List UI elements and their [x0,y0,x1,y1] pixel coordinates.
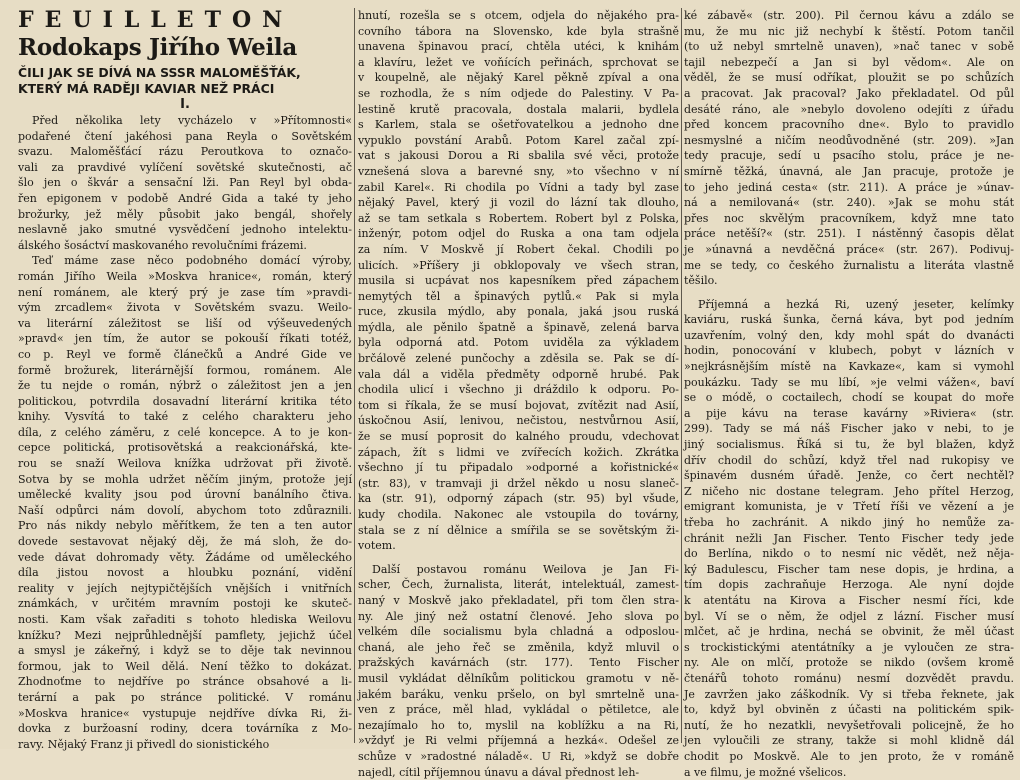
text-line: schůze v »radostné náladě«. U Ri, »když se dobře [358,749,679,765]
text-line: chodit po Moskvě. Ale to jen proto, že v románě [684,749,1014,765]
text-line: Je zavržen jako záškodník. Vy si třeba řeknete, jak [684,687,1014,703]
text-line: »vždyť je Ri velmi příjemná a hezká«. Odešel ze [358,733,679,749]
text-line: díla jistou novost a hloubku poznání, vidění [18,565,352,581]
text-line: s Karlem, stala se ošetřovatelkou a jednoho dne [358,117,679,133]
text-line: šlo jen o škvár a sensační lži. Pan Reyl byl obda- [18,175,352,191]
text-line: známkách, v určitém mravním postoji ke skuteč- [18,596,352,612]
text-line: vat s jakousi Dorou a Ri sbalila své věci, protože [358,148,679,164]
text-line: věděl, že se musí odříkat, ploužit se po schůzích [684,70,1014,86]
text-line: unavena špinavou prací, chtěla utéci, k knihám [358,39,679,55]
text-line: čtenářů tohoto románu) nesmí dozvědět pravdu. [684,671,1014,687]
text-line: musil vykládat dělníkům politickou gramotu v ně- [358,671,679,687]
text-line: terární a pak po stránce politické. V románu [18,690,352,706]
text-line: tím dopis zachraňuje Herzoga. Ale nyní dojde [684,577,1014,593]
text-line: hnutí, rozešla se s otcem, odjela do nějakého pra- [358,8,679,24]
text-line: formě brožurek, literárnější formou, románem. Ale [18,363,352,379]
text-line: jiný socialismus. Říká si tu, že byl blažen, když [684,437,1014,453]
text-line: třeba ho zachránit. A nikdo jiný ho nemůže za- [684,515,1014,531]
paragraph-gap [358,554,679,562]
column-1 [18,8,352,749]
text-line: inženýr, potom odjel do Ruska a ona tam odjela [358,226,679,242]
section-number: I. [18,97,352,112]
text-line: k atentátu na Kirova a Fischer nesmí říci, kde [684,593,1014,609]
text-line: že se musí poprosit do kalného proudu, vdechovat [358,429,679,445]
text-line: hodin, ponocování v klubech, pobyt v lázních v [684,343,1014,359]
text-line: »nejkrásnějším místě na Kavkaze«, kam si vymohl [684,359,1014,375]
text-line: covního tábora na Slovensko, kde byla strašně [358,24,679,40]
text-line: Naší odpůrci nám dovolí, abychom toto zdůraznili. [18,503,352,519]
deck-line: KTERÝ MÁ RADĚJI KAVIAR NEŽ PRÁCI [18,81,352,97]
text-line: je »únavná a nevděčná práce« (str. 267). Podivuj- [684,242,1014,258]
text-line: votem. [358,538,679,554]
text-line: a pracovat. Jak pracoval? Jako překladatel. Od půl [684,86,1014,102]
text-line: dovka z buržoasní rodiny, dcera továrníka z Mo- [18,721,352,737]
text-line: Z ničeho nic dostane telegram. Jeho přítel Herzog, [684,484,1014,500]
text-line: to, když byl obviněn z účasti na politickém spik- [684,702,1014,718]
text-line: jen vyloučili ze strany, takže si mohl klidně dál [684,733,1014,749]
text-line: práce netěší?« (str. 251). I nástěnný časopis dělat [684,226,1014,242]
text-line: tom si říkala, že se musí bojovat, zvítězit nad Asií, [358,398,679,414]
text-line: 299). Tady se má náš Fischer jako v nebi, to je [684,421,1014,437]
text-line: nemytých těl a špinavých pytlů.« Pak si myla [358,289,679,305]
text-line: dovede sestavovat nějaký děj, že má sloh, že do- [18,534,352,550]
text-line: stala se z ní dělnice a smířila se se sovětským ži- [358,523,679,539]
text-line: scher, Čech, žurnalista, literát, intelektuál, zamest- [358,577,679,593]
column-rule-right [681,8,682,743]
text-line: zabil Karel«. Ri chodila po Vídni a tady byl zase [358,180,679,196]
text-line: tajil nebezpečí a Jan si byl vědom«. Ale on [684,55,1014,71]
text-line: úskočnou Asií, lenivou, nečistou, nestvůrnou Asií, [358,413,679,429]
text-line: umělecké kvality jsou pod úrovní banálního čtiva. [18,487,352,503]
text-line: reality v jejích nejtypičtějších vnějších i vnitřních [18,581,352,597]
text-line: lestině krutě pracovala, dostala malarii, bydlela [358,102,679,118]
text-line: smírně těžká, únavná, ale Jan pracuje, protože je [684,164,1014,180]
text-line: vede dávat dohromady věty. Žádáme od uměleckého [18,550,352,566]
text-line: ka (str. 91), odporný zápach (str. 95) byl všude, [358,491,679,507]
text-line: podařené čtení jakéhosi pana Reyla o Sovětském [18,129,352,145]
text-line: vypuklo povstání Arabů. Potom Karel začal zpí- [358,133,679,149]
text-line: ké zábavě« (str. 200). Pil černou kávu a zdálo se [684,8,1014,24]
text-line: nesmyslné a ničím neodůvodněné (str. 209). »Jan [684,133,1014,149]
text-line: ven z práce, měl hlad, vykládal o pětiletce, ale [358,702,679,718]
text-line: knížku? Mezi nejprůhlednější pamflety, jejichž účel [18,628,352,644]
deck-line: ČILI JAK SE DÍVÁ NA SSSR MALOMĚŠŤÁK, [18,65,352,81]
section-kicker: FEUILLETON [18,8,352,32]
text-line: formou, jak to Weil dělá. Není těžko to dokázat. [18,659,352,675]
text-line: se o módě, o coctailech, chodí se koupat do moře [684,390,1014,406]
text-line: va literární záležitost se liší od výšeuvedených [18,316,352,332]
text-line: »Moskva hranice« vystupuje nejdříve dívka Ri, ži- [18,706,352,722]
text-line: cepce politická, protisovětská a reakcionářská, kte- [18,440,352,456]
article-deck [18,65,352,97]
text-line: se rozhodla, že s ním odjede do Palestiny. V Pa- [358,86,679,102]
text-line: to jeho jediná cesta« (str. 211). A práce je »únav- [684,180,1014,196]
text-line: není románem, ale který prý je zase tím »pravdi- [18,285,352,301]
text-line: chaná, ale jeho řeč se změnila, když mluvil o [358,640,679,656]
text-line: přes noc skvělým pracovníkem, když mne tato [684,211,1014,227]
text-line: tedy pracuje, sedí u psacího stolu, práce je ne- [684,148,1014,164]
column-2 [358,8,679,749]
paragraph [358,8,679,554]
text-line: před koncem pracovního dne«. Bylo to pravidlo [684,117,1014,133]
text-line: zápach, žít s lidmi ve zvířecích kožich. Zkrátka [358,445,679,461]
text-line: s trockistickými atentátníky a je vyloučen ze stra- [684,640,1014,656]
text-line: ký Badulescu, Fischer tam nese dopis, je hrdina, a [684,562,1014,578]
text-line: až se tam setkala s Robertem. Robert byl z Polska, [358,211,679,227]
text-line: rou se snaží Weilova knížka udržovat při životě. [18,456,352,472]
text-line: brožurky, jež měly působit jako bengál, shořely [18,207,352,223]
text-line: román Jiřího Weila »Moskva hranice«, román, který [18,269,352,285]
text-line: a klavíru, ležet ve voňících peřinách, sprchovat se [358,55,679,71]
text-line: svazu. Maloměšťácí rázu Peroutkova to označo- [18,144,352,160]
text-line: (str. 83), v tramvaji ji držel někdo u nosu slaneč- [358,476,679,492]
text-line: Příjemná a hezká Ri, uzený jeseter, kelímky [684,297,1014,313]
text-line: vznešená slova a barevné sny, »to všechno v ní [358,164,679,180]
text-line: ná a nemilovaná« (str. 240). »Jak se mohu stát [684,195,1014,211]
text-line: mu, že mu nic již nechybí k štěstí. Potom tančil [684,24,1014,40]
text-line: kudy chodila. Nakonec ale vstoupila do továrny, [358,507,679,523]
text-line: jakém baráku, venku pršelo, on byl smrtelně una- [358,687,679,703]
text-line: me se tedy, co českého žurnalistu a literáta vlastně [684,258,1014,274]
text-line: (to už nebyl smrtelně unaven), »nač tanec v sobě [684,39,1014,55]
text-line: Před několika lety vycházelo v »Přítomnosti« [18,113,352,129]
text-line: ny. Ale jiný než ostatní členové. Jeho slova po [358,609,679,625]
text-line: všechno jí tu připadalo »odporné a kořistnické« [358,460,679,476]
text-line: nosti. Kam však zařaditi s tohoto hlediska Weilovu [18,612,352,628]
text-line: díla, z celého záměru, z celé koncepce. A to je kon- [18,425,352,441]
text-line: vým zrcadlem« života v Sovětském svazu. Weilo- [18,300,352,316]
text-line: řen epigonem v podobě André Gida a také ty jeho [18,191,352,207]
paragraph [684,297,1014,780]
text-line: mýdla, ale pěnilo špatně a špinavě, zelená barva [358,320,679,336]
text-line: nějaký Pavel, který ji vozil do lázní tak dlouho, [358,195,679,211]
text-line: nezajímalo ho to, myslil na koblížku a na Ri, [358,718,679,734]
paragraph [684,8,1014,289]
text-line: a smysl je zákeřný, i když se to děje tak nevinnou [18,643,352,659]
text-line: brčálově zelené punčochy a zděsila se. Pak se dí- [358,351,679,367]
text-line: Teď máme zase něco podobného domácí výroby, [18,253,352,269]
text-line: chodila ulicí i všechno ji dráždilo k odporu. Po- [358,382,679,398]
paragraph [18,113,352,253]
text-line: Další postavou románu Weilova je Jan Fi- [358,562,679,578]
paragraph [18,253,352,752]
text-line: vala dál a viděla předměty odporně hrubé. Pak [358,367,679,383]
text-line: politickou, potvrdila dosavadní literární kritika této [18,394,352,410]
text-line: chránit nežli Jan Fischer. Tento Fischer tedy jede [684,531,1014,547]
text-line: pražských kavárnách (str. 177). Tento Fischer [358,655,679,671]
text-line: knihy. Vysvítá to také z celého charakteru jeho [18,409,352,425]
text-line: emigrant komunista, je v Třetí říši ve vězení a je [684,499,1014,515]
text-line: poukázku. Tady se mu líbí, »je velmi vážen«, baví [684,375,1014,391]
text-line: vali za pravdivé vylíčení sovětské skutečnosti, ač [18,160,352,176]
text-line: kaviáru, ruská šunka, černá káva, byt pod jedním [684,312,1014,328]
column-rule-left [354,8,355,743]
text-line: nutí, že ho nezatkli, nevyšetřovali policejně, že ho [684,718,1014,734]
text-line: byl. Ví se o něm, že odjel z lázní. Fischer musí [684,609,1014,625]
text-line: neslavně jako smutné vysvědčení jednoho intelektu- [18,222,352,238]
text-line: ulicích. »Příšery ji obklopovaly ve všech stran, [358,258,679,274]
paragraph-gap [684,289,1014,297]
text-line: »pravd« jen tím, že autor se pokouší říkati totéž, [18,331,352,347]
text-line: za ním. V Moskvě jí Robert čekal. Chodili po [358,242,679,258]
text-line: velkém díle socialismu byla chladná a odposlou- [358,624,679,640]
text-line: álského šosáctví maskovaného revolučními frázemi. [18,238,352,254]
column-3 [684,8,1014,749]
text-line: byla odporná atd. Potom uviděla za výkladem [358,335,679,351]
text-line: v koupelně, ale nějaký Karel pěkně zpíval a ona [358,70,679,86]
text-line: a ve filmu, je možné všelicos. [684,765,1014,780]
text-line: špinavém dusném úřadě. Jenže, co čert nechtěl? [684,468,1014,484]
text-line: ravy. Nějaký Franz ji přivedl do sionistického [18,737,352,753]
paragraph [358,562,679,780]
text-line: a pije kávu na terase kavárny »Riviera« (str. [684,406,1014,422]
text-line: desáté ráno, ale »nebylo dovoleno odejíti z úřadu [684,102,1014,118]
text-line: mlčet, ač je hrdina, nechá se obvinit, že měl účast [684,624,1014,640]
text-line: najedl, cítil příjemnou únavu a dával přednost leh- [358,765,679,780]
text-line: uzavřením, volný den, kdy mohl spát do dvanácti [684,328,1014,344]
text-line: ny. Ale on mlčí, protože se nikdo (ovšem kromě [684,655,1014,671]
text-line: Zhodnoťme to nejdříve po stránce obsahové a li- [18,674,352,690]
article-headline: Rodokaps Jiřího Weila [18,34,352,61]
text-line: Pro nás nikdy nebylo měřítkem, že ten a ten autor [18,518,352,534]
text-line: naný v Moskvě jako překladatel, při tom člen stra- [358,593,679,609]
text-line: že tu nejde o román, nýbrž o záležitost jen a jen [18,378,352,394]
text-line: co p. Reyl ve formě článečků a André Gide ve [18,347,352,363]
text-line: ruce, zkusila mýdlo, aby ponala, jaká jsou ruská [358,304,679,320]
text-line: dřív chodil do schůzí, když třel nad rukopisy ve [684,453,1014,469]
text-line: musila si ucpávat nos kapesníkem před zápachem [358,273,679,289]
text-line: Sotva by se mohla udržet něčím jiným, protože její [18,472,352,488]
text-line: do Berlína, nikdo o to nesmí nic vědět, než něja- [684,546,1014,562]
text-line: těšilo. [684,273,1014,289]
